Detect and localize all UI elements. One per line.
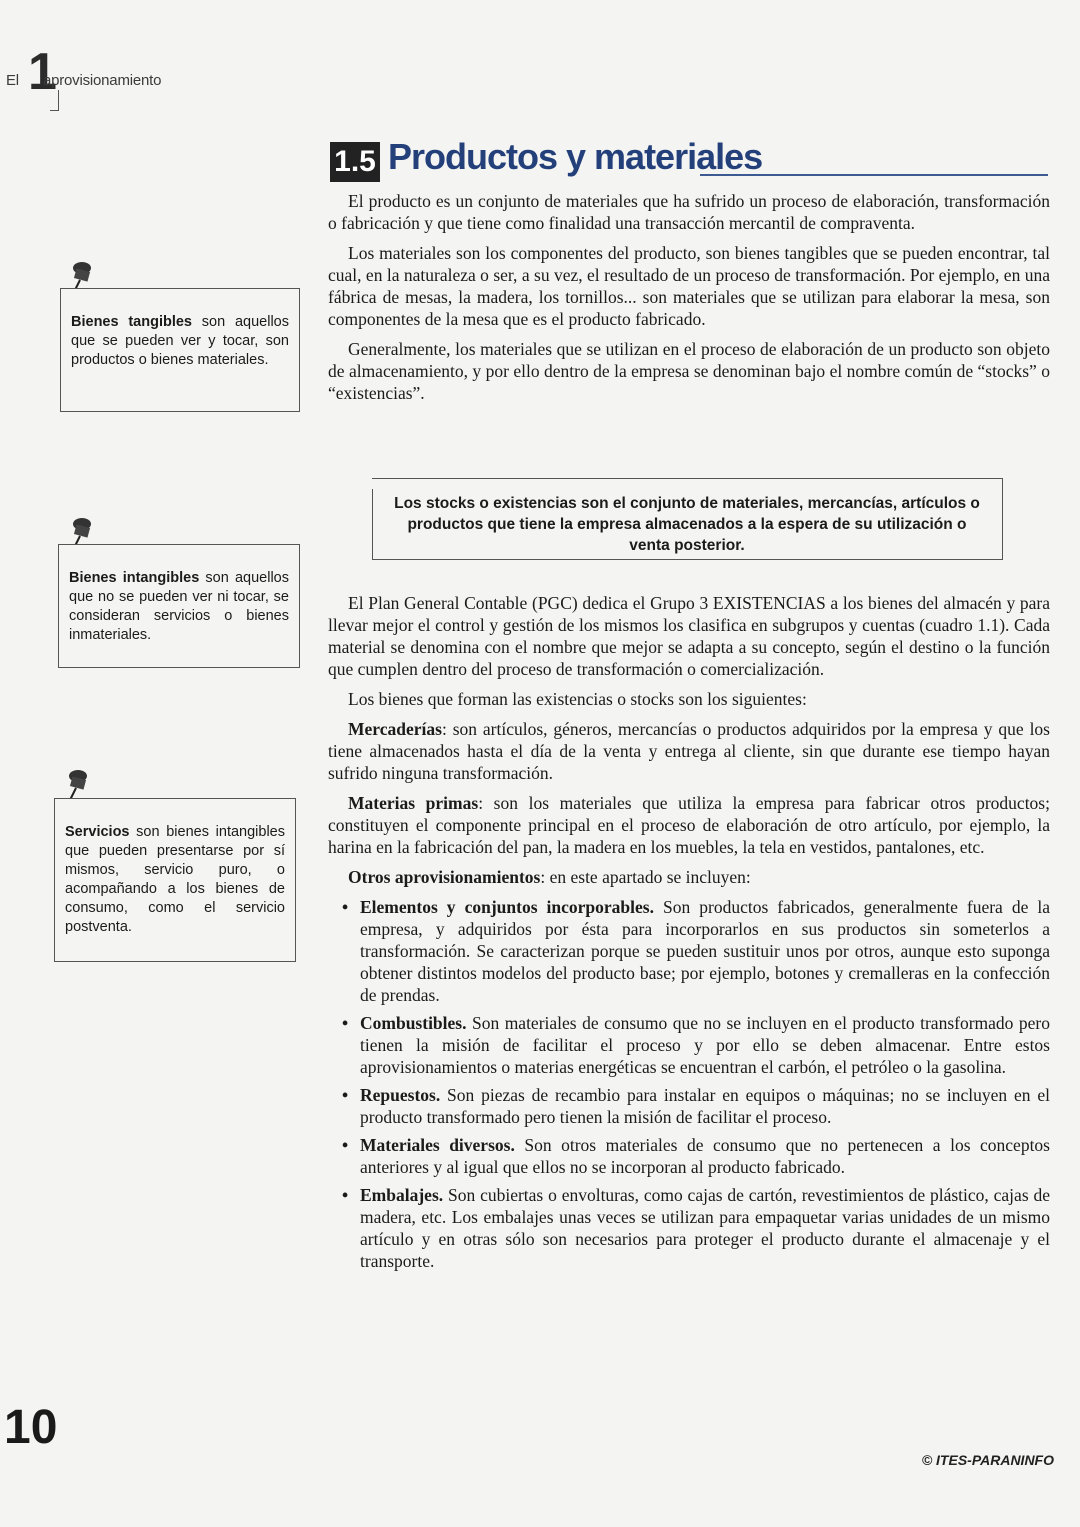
- list-item: [328, 1084, 1050, 1128]
- bullet-icon: •: [342, 1185, 349, 1205]
- paragraph-materials: Los materiales son los componentes del producto, son bienes tangibles que se pueden encontrar, tal cual, en la naturaleza o ser, a su vez, el resultado de un proceso de transformación. Por ejemplo, en una fábrica de mesas, la madera, los tornillos... son materiales que se utilizan para elaborar la mesa, son componentes de la mesa que es el producto fabricado.: [328, 243, 1050, 329]
- side-note-term: Bienes tangibles: [71, 314, 192, 330]
- publisher-credit: © ITES-PARANINFO: [921, 1452, 1054, 1468]
- side-note-term: Servicios: [65, 824, 130, 840]
- paragraph-otros: [328, 866, 1050, 888]
- term-mercaderias: Mercaderías: [348, 719, 442, 739]
- section-title: Productos y materiales: [388, 136, 763, 177]
- heading-rule: [700, 174, 1048, 176]
- paragraph-product: El producto es un conjunto de materiales que ha sufrido un proceso de elaboración, transformación o fabricación y que tiene como finalidad una transacción mercantil de compraventa.: [328, 191, 1050, 233]
- chapter-title-prefix: El: [6, 72, 19, 89]
- bullet-list: [328, 896, 1050, 1272]
- chapter-title-rest: aprovisionamiento: [42, 72, 162, 89]
- bullet-term: Combustibles.: [360, 1013, 467, 1033]
- bullet-term: Materiales diversos.: [360, 1135, 515, 1155]
- paragraph-list-intro: Los bienes que forman las existencias o stocks son los siguientes:: [348, 689, 807, 709]
- text-mercaderias: : son artículos, géneros, mercancías o productos adquiridos por la empresa y que los tiene almacenados hasta el día de la venta y entrega al cliente, sin que durante ese tiempo hayan sufrido ninguna transformación.: [328, 719, 1050, 783]
- bullet-text: Son productos fabricados, generalmente fuera de la empresa, y adquiridos por ésta para incorporarlos en sus productos sin someterlos a transformación. Se caracterizan porque se pueden sustituir unos por otros, aunque esto suponga obtener distintos modelos del producto base; por ejemplo, botones y cremalleras en la confección de prendas.: [360, 897, 1051, 1005]
- list-item: [328, 1012, 1050, 1078]
- term-materias-primas: Materias primas: [348, 793, 479, 813]
- side-note-term: Bienes intangibles: [69, 570, 200, 586]
- bullet-icon: •: [342, 1085, 349, 1105]
- text-materias-primas: : son los materiales que utiliza la empresa para fabricar otros productos; constituyen el componente principal en el proceso de elaboración de otro artículo, por ejemplo, la harina en la fabricación del pan, la madera en los muebles, la tela en vestidos, pantalones, etc.: [328, 793, 1050, 857]
- bullet-icon: •: [342, 1135, 349, 1155]
- bullet-icon: •: [342, 1013, 349, 1033]
- paragraph-stocks: Generalmente, los materiales que se utilizan en el proceso de elaboración de un producto son objeto de almacenamiento, y por ello dentro de la empresa se denominan bajo el nombre común de “stocks” o “existencias”.: [328, 339, 1050, 403]
- list-item: [328, 896, 1050, 1006]
- bullet-icon: •: [342, 897, 349, 917]
- list-item: [328, 1184, 1050, 1272]
- bullet-text: Son materiales de consumo que no se incluyen en el producto transformado pero tienen la misión de facilitar el proceso y por ello se deben almacenar. Entre estos aprovisionamientos o materias energéticas se encuentran el carbón, el petróleo o la gasolina.: [360, 1013, 1050, 1077]
- section-heading: [330, 136, 1048, 186]
- side-note-intangibles: [58, 544, 300, 668]
- callout-text: Los stocks o existencias son el conjunto de materiales, mercancías, artículos o productos que tiene la empresa almacenados a la espera de su utilización o venta posterior.: [394, 495, 980, 554]
- main-text: [328, 592, 1050, 1278]
- paragraph-mercaderias: [328, 718, 1050, 784]
- chapter-mark: [50, 90, 59, 111]
- side-note-text: son aquellos que no se pueden ver ni tocar, se consideran servicios o bienes inmateriales.: [69, 570, 289, 643]
- bullet-text: Son cubiertas o envolturas, como cajas de cartón, revestimientos de plástico, cajas de madera, etc. Los embalajes unas veces se utilizan para empaquetar varias unidades de un mismo artículo y en otras sólo son necesarios para proteger el producto durante el almacenaje y el transporte.: [360, 1185, 1050, 1271]
- paragraph-pgc: El Plan General Contable (PGC) dedica el Grupo 3 EXISTENCIAS a los bienes del almacén y para llevar mejor el control y gestión de los mismos los clasifica en subgrupos y cuentas (cuadro 1.1). Cada material se denomina con el nombre que mejor se adapta a su concepto, según el destino o la función que cumplen dentro del proceso de transformación o comercialización.: [328, 593, 1050, 679]
- bullet-text: Son otros materiales de consumo que no pertenecen a los conceptos anteriores y al igual que ellos no se incorporan al producto fabricado.: [360, 1135, 1050, 1177]
- bullet-term: Repuestos.: [360, 1085, 441, 1105]
- side-note-text: son bienes intangibles que pueden presentarse por sí mismos, servicio puro, o acompañando a los bienes de consumo, como el servicio postventa.: [65, 824, 285, 935]
- chapter-number: 1: [28, 43, 57, 101]
- side-note-tangibles: [60, 288, 300, 412]
- list-item: [328, 1134, 1050, 1178]
- side-note-text: son aquellos que se pueden ver y tocar, son productos o bienes materiales.: [71, 314, 289, 368]
- definition-callout: [372, 478, 1003, 560]
- chapter-title: [6, 72, 161, 89]
- bullet-text: Son piezas de recambio para instalar en equipos o máquinas; no se incluyen en el producto transformado pero tienen la misión de facilitar el proceso.: [360, 1085, 1050, 1127]
- section-number: 1.5: [330, 142, 380, 182]
- side-note-servicios: [54, 798, 296, 962]
- page-number: 10: [4, 1401, 58, 1454]
- chapter-header: [6, 43, 206, 110]
- intro-text: [328, 190, 1050, 412]
- bullet-term: Embalajes.: [360, 1185, 444, 1205]
- text-otros: : en este apartado se incluyen:: [540, 867, 751, 887]
- term-otros: Otros aprovisionamientos: [348, 867, 541, 887]
- paragraph-materias: [328, 792, 1050, 858]
- bullet-term: Elementos y conjuntos incorporables.: [360, 897, 654, 917]
